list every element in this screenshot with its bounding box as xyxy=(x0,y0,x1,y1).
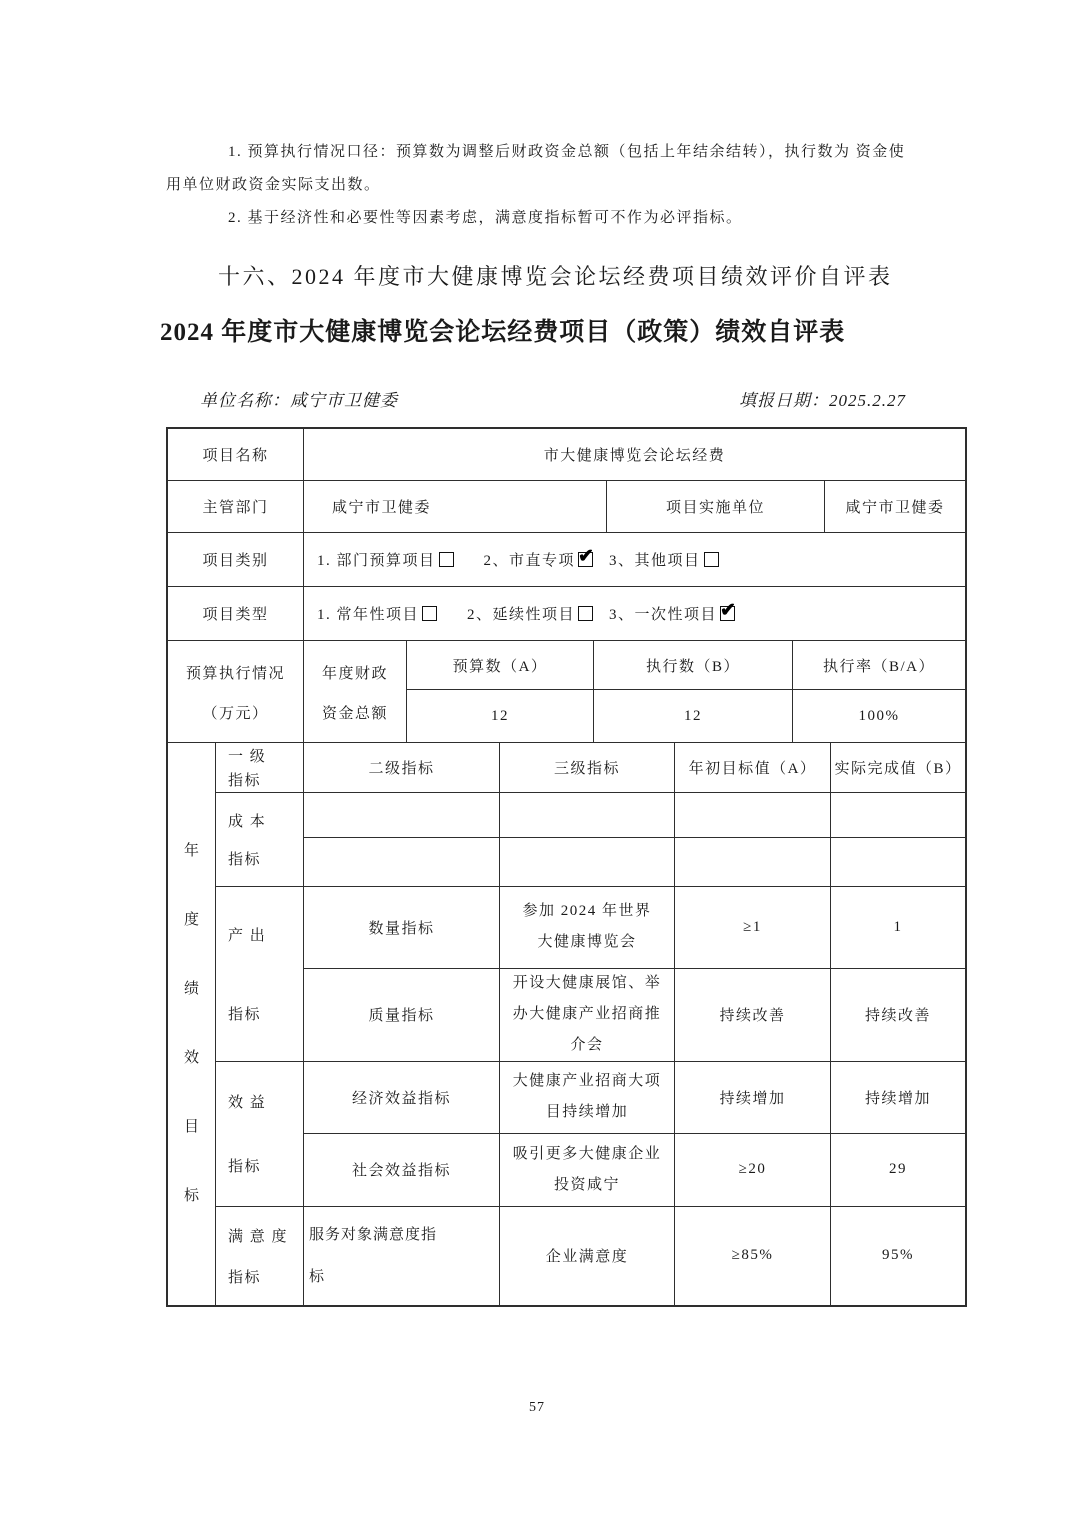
budget-fund-label: 年度财政 资金总额 xyxy=(304,641,407,742)
dept-label: 主管部门 xyxy=(168,481,304,532)
dept-value: 咸宁市卫健委 xyxy=(304,481,607,532)
quantity-l2: 数量指标 xyxy=(304,887,500,968)
cost-empty-row-1 xyxy=(304,793,965,838)
quantity-l3: 参加 2024 年世界大健康博览会 xyxy=(500,887,675,968)
budget-value-a: 12 xyxy=(407,690,594,742)
benefit-rows xyxy=(304,1062,965,1206)
social-actual: 29 xyxy=(889,1161,907,1177)
satisfaction-row xyxy=(216,1207,965,1305)
unit-name-value: 咸宁市卫健委 xyxy=(290,391,398,410)
budget-value-b: 12 xyxy=(594,690,793,742)
performance-side-label: 年度绩效目标 xyxy=(168,743,216,1305)
row-budget-execution xyxy=(168,641,965,743)
header-level1: 一 级 指标 xyxy=(216,743,304,792)
quality-l2: 质量指标 xyxy=(304,969,500,1061)
checkbox-unchecked-icon xyxy=(439,552,454,567)
budget-value-rate: 100% xyxy=(858,707,900,724)
project-name-label: 项目名称 xyxy=(168,429,304,480)
type-label: 项目类型 xyxy=(168,587,304,640)
note-2: 2. 基于经济性和必要性等因素考虑，满意度指标暂可不作为必评指标。 xyxy=(228,210,743,226)
impl-unit-value: 咸宁市卫健委 xyxy=(845,500,945,516)
report-date-label: 填报日期： xyxy=(739,391,829,410)
budget-header-row xyxy=(407,641,965,690)
economic-row xyxy=(304,1062,965,1134)
note-1: 1. 预算执行情况口径：预算数为调整后财政资金总额（包括上年结余结转），执行数为 资金使用单位财政资金实际支出数。 xyxy=(166,144,906,193)
social-row xyxy=(304,1134,965,1206)
header-level2: 二级指标 xyxy=(304,743,500,792)
type-option-3: 3、一次性项目 ✔ xyxy=(609,600,738,623)
satisfaction-target: ≥85% xyxy=(675,1207,831,1305)
budget-col-b: 执行数（B） xyxy=(594,641,793,689)
checkbox-unchecked-icon xyxy=(422,606,437,621)
budget-col-a: 预算数（A） xyxy=(407,641,594,689)
cost-rows xyxy=(304,793,965,886)
quality-row xyxy=(304,969,965,1061)
output-label: 产 出 指标 xyxy=(216,887,304,1061)
performance-section xyxy=(168,743,965,1305)
economic-l3: 大健康产业招商大项目持续增加 xyxy=(500,1062,675,1133)
budget-col-rate: 执行率（B/A） xyxy=(822,658,935,675)
satisfaction-label: 满 意 度 指标 xyxy=(216,1207,304,1305)
social-l3: 吸引更多大健康企业投资咸宁 xyxy=(500,1134,675,1206)
quantity-row xyxy=(304,887,965,969)
type-options xyxy=(304,587,965,640)
cost-label: 成 本 指标 xyxy=(216,793,304,886)
report-date-value: 2025.2.27 xyxy=(829,391,906,410)
benefit-label: 效 益 指标 xyxy=(216,1062,304,1206)
row-project-category xyxy=(168,533,965,587)
project-name-value: 市大健康博览会论坛经费 xyxy=(543,448,726,464)
quality-actual: 持续改善 xyxy=(864,1008,931,1024)
budget-value-row xyxy=(407,690,965,742)
category-option-1: 1. 部门预算项目 xyxy=(317,549,454,570)
checkbox-unchecked-icon xyxy=(704,552,719,567)
unit-name xyxy=(200,386,398,411)
row-project-name xyxy=(168,429,965,481)
cost-empty-row-2 xyxy=(304,838,965,886)
satisfaction-actual: 95% xyxy=(882,1247,914,1263)
checkbox-checked-icon: ✔ xyxy=(578,546,596,567)
social-l2: 社会效益指标 xyxy=(304,1134,500,1206)
economic-l2: 经济效益指标 xyxy=(304,1062,500,1133)
quality-l3: 开设大健康展馆、举办大健康产业招商推介会 xyxy=(500,969,675,1061)
cost-block xyxy=(216,793,965,887)
header-target: 年初目标值（A） xyxy=(675,743,831,792)
header-level3: 三级指标 xyxy=(500,743,675,792)
benefit-block xyxy=(216,1062,965,1207)
quantity-actual: 1 xyxy=(893,918,903,935)
quality-target: 持续改善 xyxy=(675,969,831,1061)
output-rows xyxy=(304,887,965,1061)
economic-actual: 持续增加 xyxy=(864,1090,931,1107)
social-target: ≥20 xyxy=(675,1134,831,1206)
quantity-target: ≥1 xyxy=(675,887,831,968)
type-option-1: 1. 常年性项目 xyxy=(317,603,437,624)
report-date xyxy=(739,386,906,411)
category-option-3: 3、其他项目 xyxy=(609,549,719,570)
satisfaction-l3: 企业满意度 xyxy=(500,1207,675,1305)
budget-values-grid xyxy=(407,641,965,742)
category-options xyxy=(304,533,965,586)
impl-unit-label: 项目实施单位 xyxy=(607,481,825,532)
meta-row xyxy=(200,386,906,411)
perf-header-row xyxy=(216,743,965,793)
performance-grid xyxy=(216,743,965,1305)
checkbox-checked-icon: ✔ xyxy=(720,600,738,621)
header-actual: 实际完成值（B） xyxy=(834,761,962,777)
type-option-2: 2、延续性项目 xyxy=(467,603,593,624)
section-heading: 十六、2024 年度市大健康博览会论坛经费项目绩效评价自评表 xyxy=(218,264,893,289)
notes-block xyxy=(166,0,908,235)
category-option-2: 2、市直专项 ✔ xyxy=(483,546,596,569)
economic-target: 持续增加 xyxy=(675,1062,831,1133)
self-evaluation-table xyxy=(166,427,967,1307)
row-departments xyxy=(168,481,965,533)
category-label: 项目类别 xyxy=(168,533,304,586)
checkbox-unchecked-icon xyxy=(578,606,593,621)
unit-name-label: 单位名称： xyxy=(200,391,290,410)
page-number: 57 xyxy=(529,1400,545,1415)
row-project-type xyxy=(168,587,965,641)
output-block xyxy=(216,887,965,1062)
budget-label: 预算执行情况 （万元） xyxy=(168,641,304,742)
satisfaction-l2: 服务对象满意度指标 xyxy=(304,1207,500,1305)
page-title: 2024 年度市大健康博览会论坛经费项目（政策）绩效自评表 xyxy=(160,319,846,346)
